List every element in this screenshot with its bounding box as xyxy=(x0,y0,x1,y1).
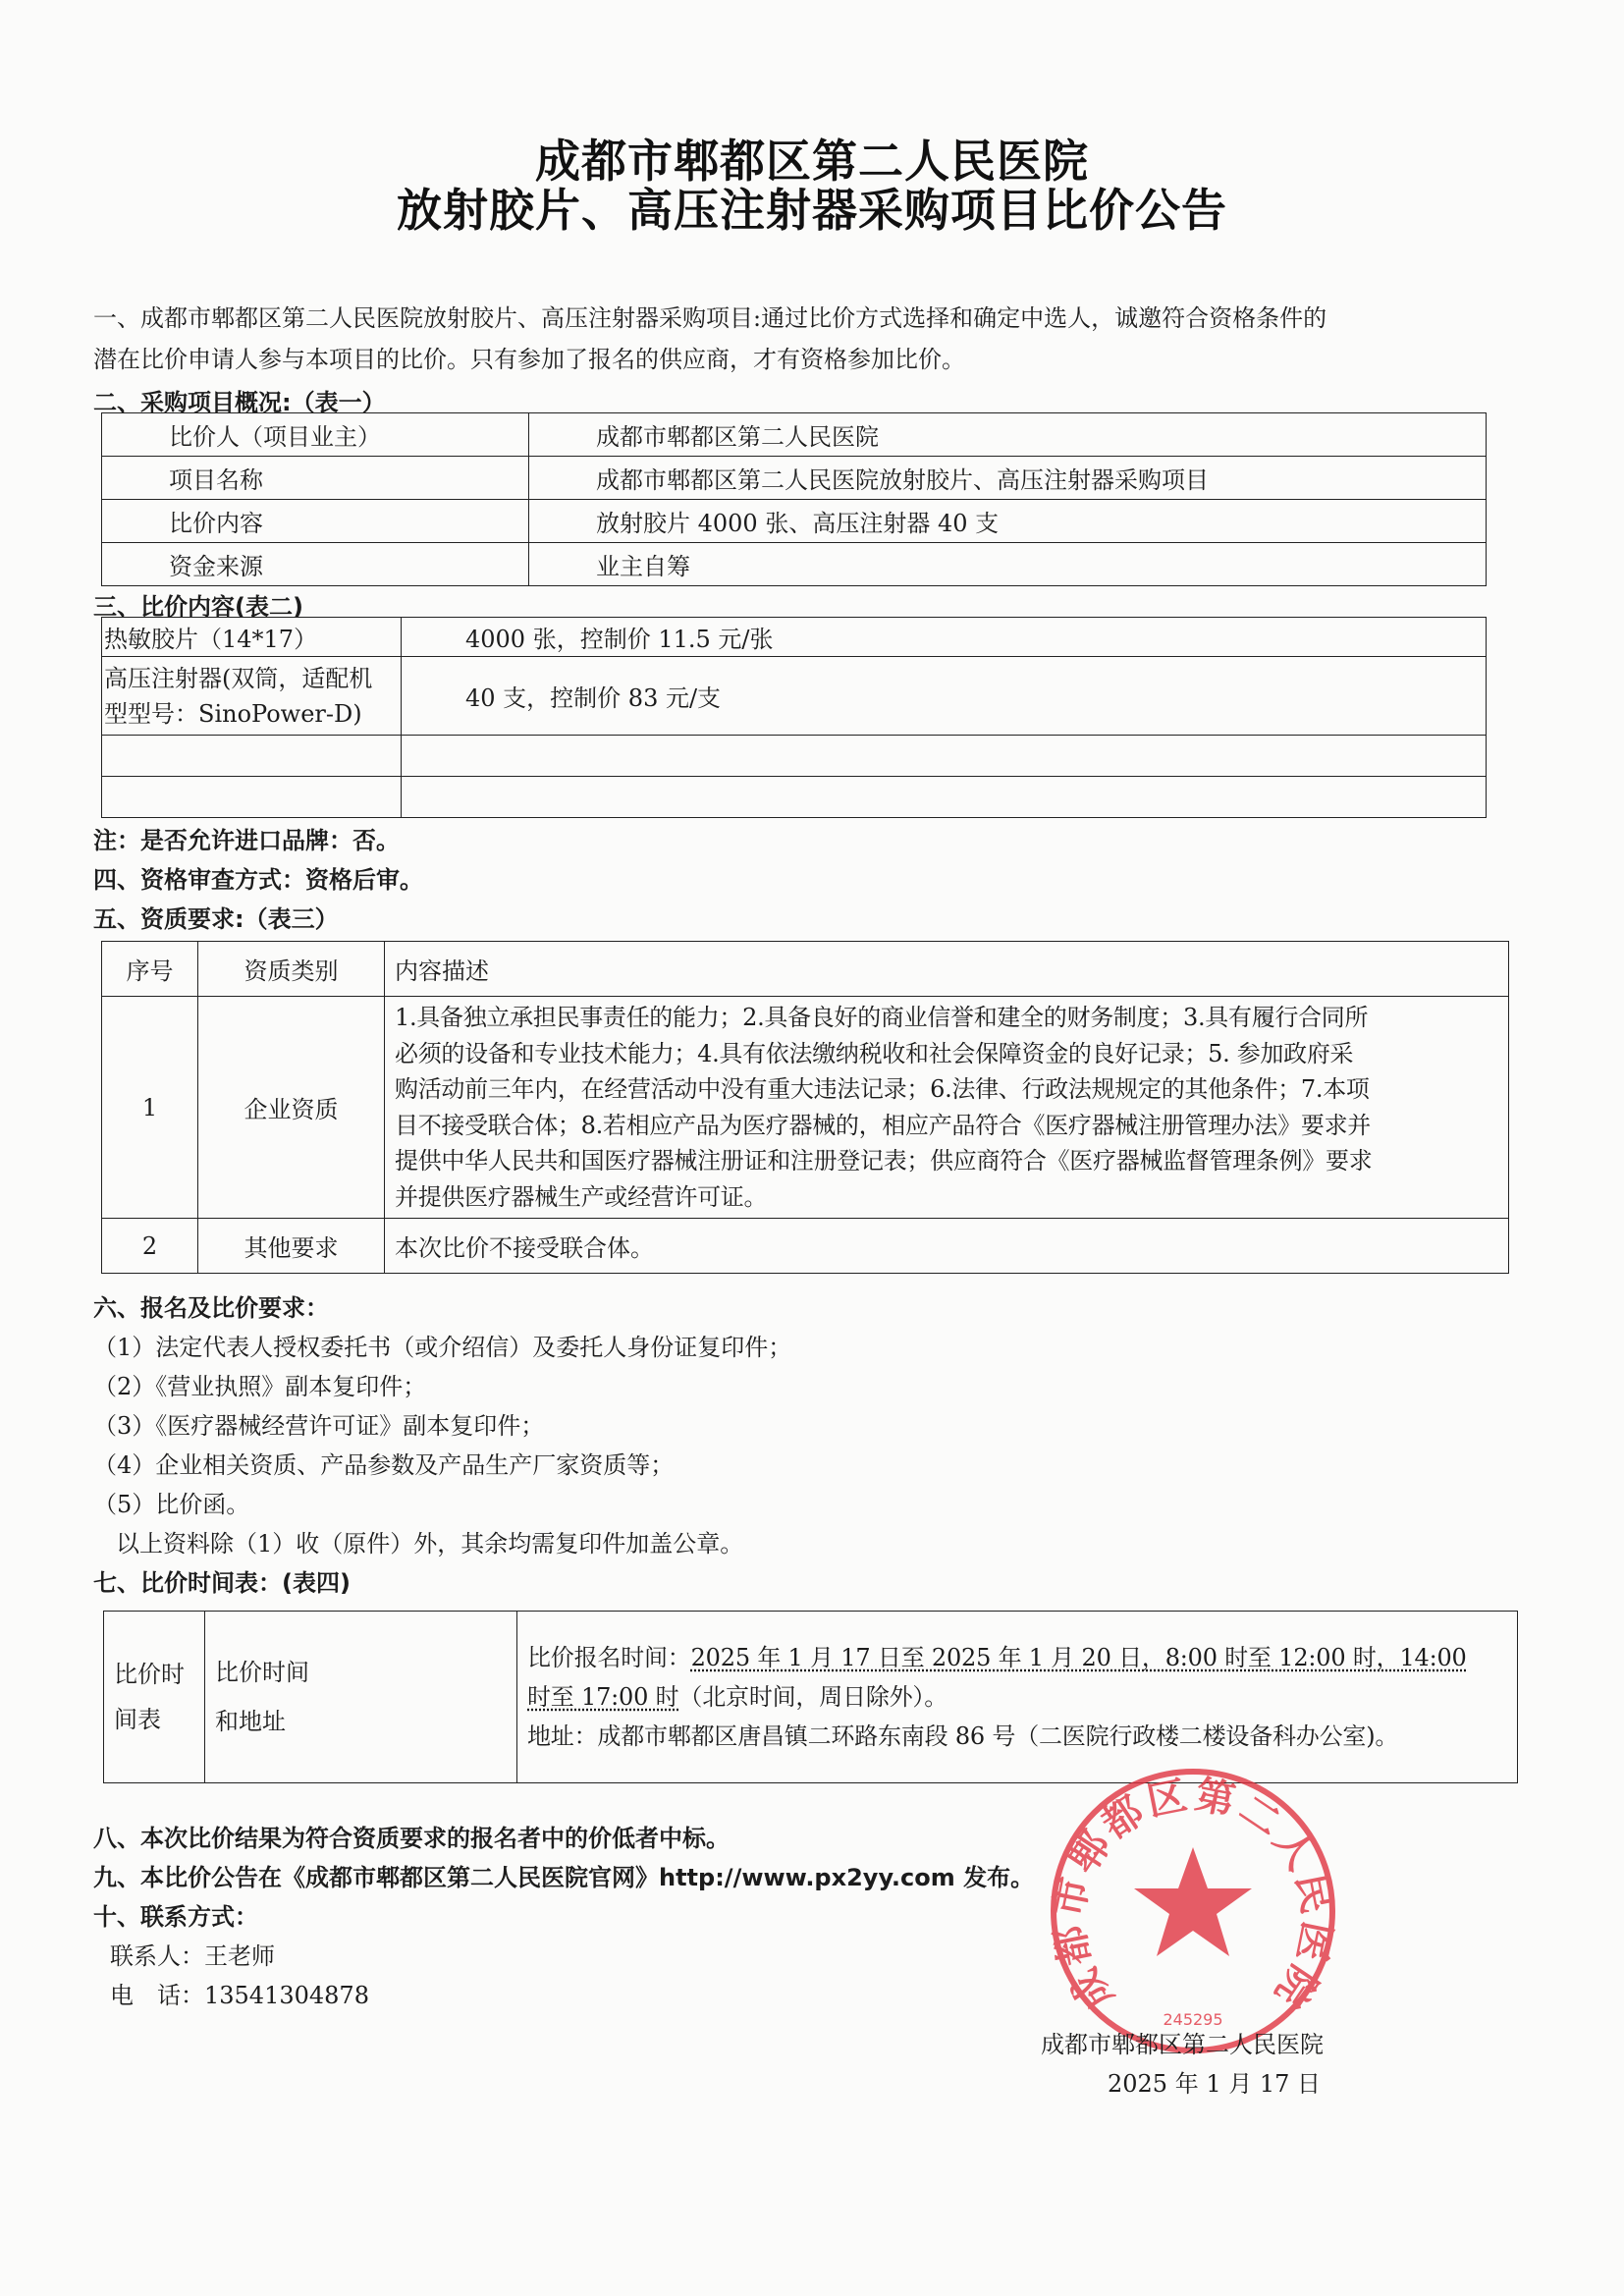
table-cell-detail: 4000 张，控制价 11.5 元/张 xyxy=(402,618,1487,657)
registration-time: 2025 年 1 月 17 日至 2025 年 1 月 20 日，8:00 时至 12:00 时，14:00 xyxy=(690,1644,1467,1671)
official-seal-icon xyxy=(1046,1764,1340,2058)
qualification-line: 购活动前三年内，在经营活动中没有重大违法记录；6.法律、行政法规规定的其他条件；7.本项 xyxy=(395,1075,1370,1103)
table-cell-label: 项目名称 xyxy=(102,457,529,500)
section7-heading: 七、比价时间表：(表四) xyxy=(93,1569,351,1597)
table-cell-description: 本次比价不接受联合体。 xyxy=(385,1219,1509,1274)
requirement-item: （4）企业相关资质、产品参数及产品生产厂家资质等； xyxy=(93,1451,675,1479)
table-cell-no: 1 xyxy=(102,997,198,1219)
table-cell-label: 比价人（项目业主） xyxy=(102,413,529,457)
contact-name: 王老师 xyxy=(204,1942,275,1970)
table-row-empty xyxy=(102,777,1487,818)
table-row xyxy=(104,1612,1518,1783)
venue-address: 地址：成都市郫都区唐昌镇二环路东南段 86 号（二医院行政楼二楼设备科办公室)。 xyxy=(527,1722,1399,1750)
table-row xyxy=(102,413,1487,457)
qualification-line: 目不接受联合体；8.若相应产品为医疗器械的，相应产品符合《医疗器械注册管理办法》要求并 xyxy=(395,1111,1371,1139)
table-row xyxy=(102,543,1487,586)
table-header-row xyxy=(102,942,1509,997)
svg-text:成都市郫都区第二人民医院: 成都市郫都区第二人民医院 xyxy=(1046,1771,1340,2019)
schedule-col1-line2: 间表 xyxy=(114,1706,161,1733)
table-cell-value: 成都市郫都区第二人民医院放射胶片、高压注射器采购项目 xyxy=(529,457,1487,500)
requirement-item: （2）《营业执照》副本复印件； xyxy=(93,1373,427,1400)
table-row xyxy=(102,997,1509,1219)
section2-heading: 二、采购项目概况:（表一） xyxy=(93,389,386,416)
contact-label: 联系人： xyxy=(110,1942,204,1970)
table-price-content xyxy=(101,617,1487,818)
table-project-overview xyxy=(101,412,1487,586)
intro-line2: 潜在比价申请人参与本项目的比价。只有参加了报名的供应商，才有资格参加比价。 xyxy=(93,346,965,373)
section10-heading: 十、联系方式： xyxy=(93,1903,258,1931)
document-title-line1: 成都市郫都区第二人民医院 xyxy=(535,135,1089,188)
table-row-empty xyxy=(102,736,1487,777)
section4-line: 四、资格审查方式：资格后审。 xyxy=(93,866,423,894)
qualification-line: 并提供医疗器械生产或经营许可证。 xyxy=(395,1182,768,1211)
section9-line: 九、本比价公告在《成都市郫都区第二人民医院官网》http://www.px2yy.com 发布。 xyxy=(93,1864,1035,1891)
table-cell-value: 成都市郫都区第二人民医院 xyxy=(529,413,1487,457)
phone-number: 13541304878 xyxy=(204,1982,369,2009)
table-schedule xyxy=(103,1611,1518,1783)
schedule-col2-line2: 和地址 xyxy=(215,1708,286,1735)
requirement-footer: 以上资料除（1）收（原件）外，其余均需复印件加盖公章。 xyxy=(116,1530,744,1558)
requirement-item: （3）《医疗器械经营许可证》副本复印件； xyxy=(93,1412,545,1440)
import-brand-note: 注：是否允许进口品牌：否。 xyxy=(93,827,400,854)
table-cell-item-line2: 型型号：SinoPower-D) xyxy=(104,699,362,728)
table-cell-label: 比价内容 xyxy=(102,500,529,543)
section8-line: 八、本次比价结果为符合资质要求的报名者中的价低者中标。 xyxy=(93,1825,730,1852)
table-cell-value: 业主自筹 xyxy=(529,543,1487,586)
table-cell-no: 2 xyxy=(102,1219,198,1274)
qualification-line: 1.具备独立承担民事责任的能力；2.具备良好的商业信誉和建全的财务制度；3.具有履行合同所 xyxy=(395,1004,1369,1031)
registration-note: （北京时间，周日除外）。 xyxy=(678,1683,948,1711)
qualification-line: 提供中华人民共和国医疗器械注册证和注册登记表；供应商符合《医疗器械监督管理条例》要求 xyxy=(395,1147,1373,1175)
table-cell-category: 其他要求 xyxy=(198,1219,385,1274)
signature-date: 2025 年 1 月 17 日 xyxy=(1108,2070,1322,2098)
requirement-item: （5）比价函。 xyxy=(93,1491,250,1518)
table-cell-value: 放射胶片 4000 张、高压注射器 40 支 xyxy=(529,500,1487,543)
registration-label: 比价报名时间： xyxy=(527,1644,691,1671)
schedule-col1-line1: 比价时 xyxy=(114,1661,185,1688)
table-cell-category: 企业资质 xyxy=(198,997,385,1219)
table-qualifications xyxy=(101,941,1509,1274)
document-title-line2: 放射胶片、高压注射器采购项目比价公告 xyxy=(397,184,1227,237)
table-row xyxy=(102,1219,1509,1274)
registration-time-end: 时至 17:00 时 xyxy=(527,1683,679,1711)
table-header-no: 序号 xyxy=(102,942,198,997)
table-cell-item: 热敏胶片（14*17） xyxy=(102,618,402,657)
table-cell-item-line1: 高压注射器(双筒，适配机 xyxy=(104,664,373,692)
table-header-category: 资质类别 xyxy=(198,942,385,997)
signature-organization: 成都市郫都区第二人民医院 xyxy=(1041,2031,1324,2058)
table-cell-detail: 40 支，控制价 83 元/支 xyxy=(402,657,1487,736)
table-row xyxy=(102,500,1487,543)
table-header-description: 内容描述 xyxy=(385,942,1509,997)
table-row xyxy=(102,657,1487,736)
table-cell-description xyxy=(385,997,1509,1219)
table-cell-label: 资金来源 xyxy=(102,543,529,586)
section5-heading: 五、资质要求:（表三） xyxy=(93,905,339,933)
qualification-line: 必须的设备和专业技术能力；4.具有依法缴纳税收和社会保障资金的良好记录；5. 参加政府采 xyxy=(395,1039,1354,1067)
section6-heading: 六、报名及比价要求： xyxy=(93,1294,329,1322)
svg-text:245295: 245295 xyxy=(1163,2010,1223,2029)
requirement-item: （1）法定代表人授权委托书（或介绍信）及委托人身份证复印件； xyxy=(93,1334,792,1361)
phone-label: 电 话： xyxy=(110,1982,204,2009)
schedule-col2-line1: 比价时间 xyxy=(215,1659,309,1686)
table-row xyxy=(102,457,1487,500)
table-row xyxy=(102,618,1487,657)
intro-line1: 一、成都市郫都区第二人民医院放射胶片、高压注射器采购项目:通过比价方式选择和确定中选人，诚邀符合资格条件的 xyxy=(93,304,1327,332)
section3-heading: 三、比价内容(表二) xyxy=(93,593,303,621)
